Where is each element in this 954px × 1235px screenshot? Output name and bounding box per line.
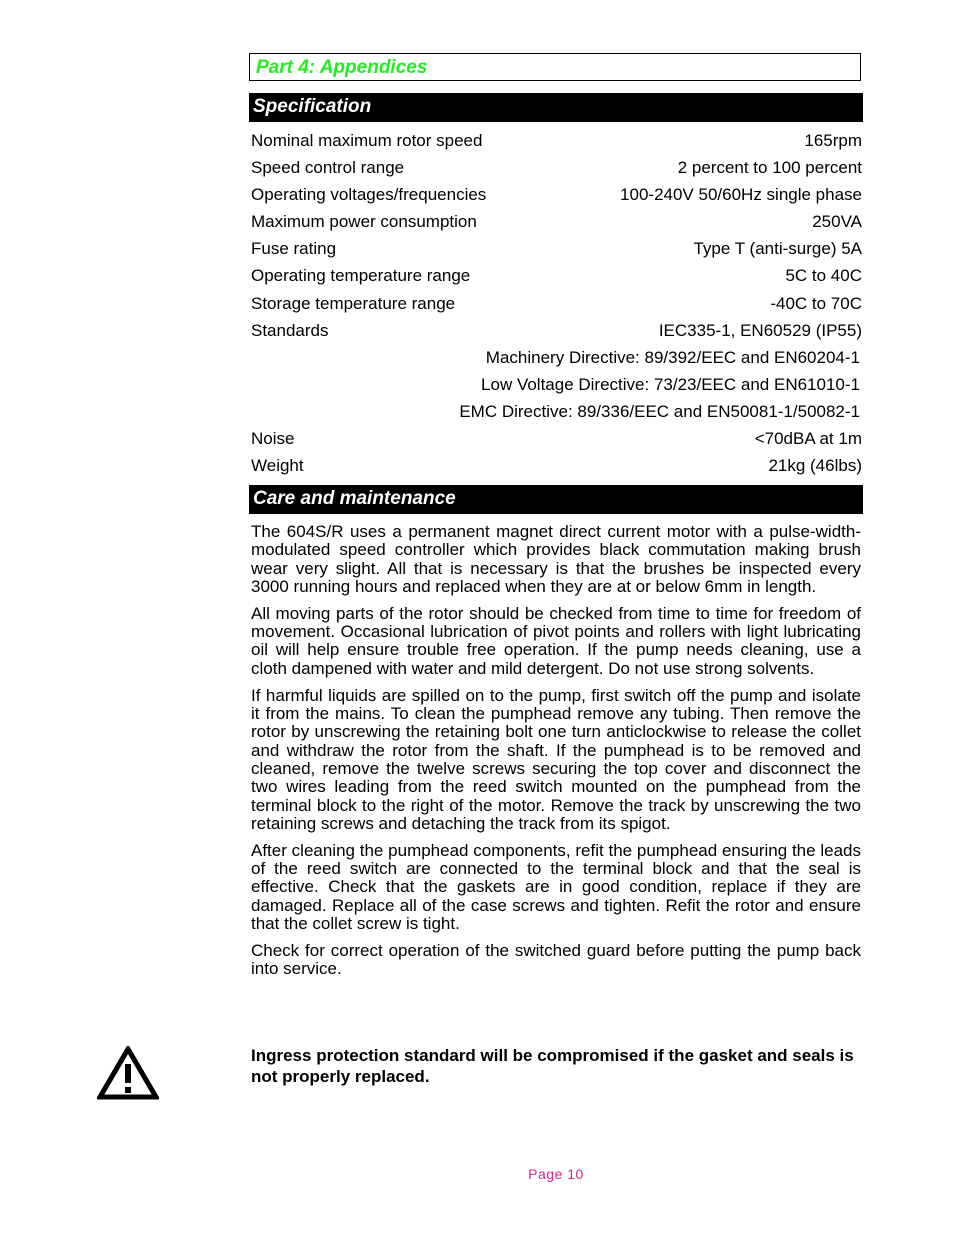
page-number: Page 10: [528, 1166, 584, 1182]
care-heading-bar: [249, 485, 863, 514]
care-paragraph: All moving parts of the rotor should be checked from time to time for freedom of movement. Occasional lubrication of pivot points and rollers with light lubricating oil will help ensure trouble free operation. If the pump needs cleaning, use a cloth dampened with water and mild detergent. Do not use strong solvents.: [251, 603, 861, 678]
care-body: [251, 523, 861, 987]
part-heading: Part 4: Appendices: [256, 57, 428, 78]
spec-value: 5C to 40C: [785, 266, 862, 286]
spec-label: Fuse rating: [251, 239, 337, 259]
spec-row-voltages: [251, 181, 862, 208]
warning-text: Ingress protection standard will be compromised if the gasket and seals is not properly replaced.: [251, 1046, 854, 1086]
spec-row-standards: [251, 317, 862, 344]
spec-value: 165rpm: [804, 131, 862, 150]
spec-value: 100-240V 50/60Hz single phase: [620, 185, 862, 205]
specification-table: [251, 127, 862, 479]
spec-label: Operating temperature range: [251, 266, 471, 286]
spec-row-storage-temp: [251, 290, 862, 317]
spec-value: Machinery Directive: 89/392/EEC and EN60204-1: [485, 347, 860, 367]
care-paragraph: Check for correct operation of the switched guard before putting the pump back into service.: [251, 940, 861, 979]
specification-heading: Specification: [253, 96, 372, 117]
spec-row-noise: [251, 425, 862, 452]
care-paragraph: The 604S/R uses a permanent magnet direct current motor with a pulse-width-modulated speed controller which provides black commutation making brush wear very slight. All that is necessary is that the brushes be inspected every 3000 running hours and replaced when they are at or below 6mm in length.: [251, 522, 861, 596]
spec-label: Weight: [251, 456, 304, 476]
care-paragraph: If harmful liquids are spilled on to the pump, first switch off the pump and isolate it from the mains. To clean the pumphead remove any tubing. Then remove the rotor by unscrewing the retaining bolt one turn anticlockwise to release the collet and withdraw the rotor from the shaft. If the pumphead is to be removed and cleaned, remove the twelve screws securing the top cover and disconnect the two wires leading from the reed switch mounted on the pumphead from the terminal block to the right of the motor. Remove the track by unscrewing the two retaining screws and detaching the track from its spigot.: [251, 685, 861, 833]
spec-value: 250VA: [812, 212, 862, 232]
spec-value: IEC335-1, EN60529 (IP55): [658, 320, 862, 340]
spec-label: Standards: [251, 320, 329, 340]
spec-value: Low Voltage Directive: 73/23/EEC and EN61010-1: [481, 374, 860, 394]
spec-value: 21kg (46lbs): [768, 456, 862, 476]
care-heading: Care and maintenance: [253, 488, 456, 509]
warning-triangle-icon: [97, 1046, 159, 1100]
spec-label: Maximum power consumption: [251, 212, 477, 232]
spec-value: -40C to 70C: [770, 293, 862, 313]
spec-value: <70dBA at 1m: [754, 429, 862, 449]
spec-row-weight: [251, 452, 862, 479]
spec-label: Speed control range: [251, 158, 405, 178]
spec-row-fuse: [251, 235, 862, 262]
spec-row-low-voltage-directive: [251, 371, 862, 398]
spec-value: EMC Directive: 89/336/EEC and EN50081-1/50082-1: [459, 401, 860, 421]
spec-value: Type T (anti-surge) 5A: [693, 239, 862, 259]
spec-label: Storage temperature range: [251, 293, 456, 313]
spec-row-speed-control: [251, 154, 862, 181]
spec-row-power: [251, 208, 862, 235]
spec-value: 2 percent to 100 percent: [677, 158, 862, 178]
spec-row-emc-directive: [251, 398, 862, 425]
spec-label: Noise: [251, 429, 295, 449]
spec-row-operating-temp: [251, 262, 862, 289]
spec-label: Operating voltages/frequencies: [251, 185, 487, 205]
spec-row-machinery-directive: [251, 344, 862, 371]
spec-label: Nominal maximum rotor speed: [251, 131, 483, 150]
specification-heading-bar: [249, 93, 863, 122]
part-heading-box: [249, 53, 861, 81]
care-paragraph: After cleaning the pumphead components, refit the pumphead ensuring the leads of the reed switch are connected to the terminal block and that the seal is effective. Check that the gaskets are in good condition, replace if they are damaged. Replace all of the case screws and tighten. Refit the rotor and ensure that the collet screw is tight.: [251, 840, 861, 933]
spec-row-rotor-speed: [251, 127, 862, 154]
